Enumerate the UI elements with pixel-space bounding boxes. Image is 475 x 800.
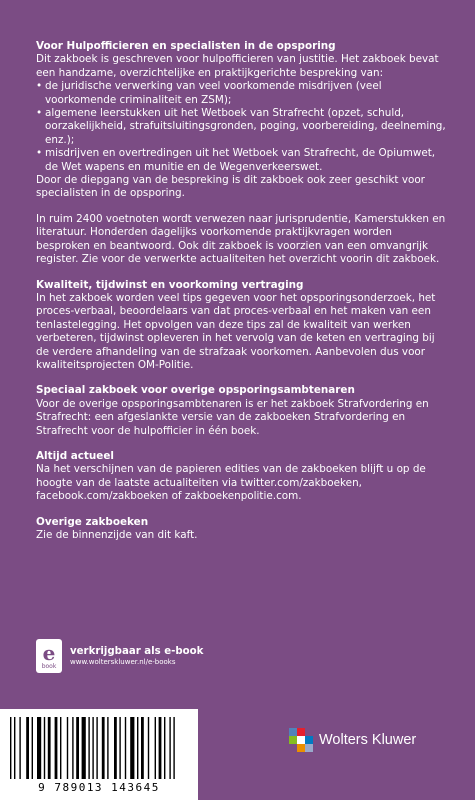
ebook-icon-letter: e: [42, 640, 56, 665]
barcode-bar: [10, 717, 11, 779]
section-text: In het zakboek worden veel tips gegeven voor het opsporingsonderzoek, het proces-verbaal, beoordelaars van dat proces-verbaal en het maken van een tenlastelegging. Het opvolgen van deze tips zal de kwaliteit van werken verbeteren, tijdwinst opleveren in het vervolg van de keten en vertraging bij de verdere afhandeling van de strafzaak voorkomen. Aanbevolen dus voor kwaliteitsprojecten OM-Politie.: [36, 291, 436, 371]
section-voetnoten: [36, 213, 446, 267]
barcode-bar: [76, 717, 79, 779]
barcode-bar: [125, 717, 126, 779]
barcode-bar: [164, 717, 165, 779]
section-overige: [36, 516, 446, 543]
barcode-bar: [60, 717, 61, 779]
section-heading: Kwaliteit, tijdwinst en voorkoming vertraging: [36, 278, 304, 291]
publisher-name: Wolters Kluwer: [319, 732, 417, 748]
ebook-text: [70, 645, 203, 667]
barcode-bar: [141, 717, 144, 779]
list-item: • algemene leerstukken uit het Wetboek van Strafrecht (opzet, schuld, oorzakelijkheid, strafuitsluitingsgronden, poging, voorbereiding, deelneming, enz.);: [36, 107, 446, 147]
section-heading: Altijd actueel: [36, 449, 114, 462]
section-text: Voor de overige opsporingsambtenaren is er het zakboek Strafvordering en Strafrecht: een afgeslankte versie van de zakboeken Strafvordering en Strafrecht voor de hulpofficier in één boek.: [36, 397, 429, 437]
barcode-bar: [48, 717, 51, 779]
barcode-bar: [130, 717, 134, 779]
barcode-bar: [37, 717, 41, 779]
ebook-notice: [36, 639, 203, 673]
list-item: • de juridische verwerking van veel voorkomende misdrijven (veel voorkomende criminaliteit en ZSM);: [36, 80, 446, 107]
section-text: Zie de binnenzijde van dit kaft.: [36, 529, 198, 541]
barcode-bar: [137, 717, 138, 779]
barcode-bar: [72, 717, 73, 779]
section-heading: Speciaal zakboek voor overige opsporingsambtenaren: [36, 384, 355, 397]
section-text: Na het verschijnen van de papieren edities van de zakboeken blijft u op de hoogte van de laatste actualiteiten via twitter.com/zakboeken, facebook.com/zakboeken of zakboekenpolitie.com.: [36, 463, 426, 503]
barcode-bar: [155, 717, 156, 779]
barcode-bar: [159, 717, 162, 779]
ebook-icon: [36, 639, 62, 673]
ebook-url: www.wolterskluwer.nl/e-books: [70, 658, 176, 666]
barcode-graphic: [10, 717, 190, 779]
barcode-bar: [14, 717, 15, 779]
section-heading: Voor Hulpofficieren en specialisten in de opsporing: [36, 40, 336, 52]
barcode-bar: [67, 717, 68, 779]
barcode-bar: [173, 717, 174, 779]
publisher-logo: [289, 728, 416, 752]
barcode-bar: [55, 717, 58, 779]
isbn-barcode: [0, 709, 198, 800]
barcode-bar: [92, 717, 93, 779]
barcode-bar: [148, 717, 149, 779]
barcode-bar: [26, 717, 29, 779]
barcode-bar: [82, 717, 86, 779]
barcode-bar: [107, 717, 108, 779]
barcode-bar: [19, 717, 20, 779]
barcode-bar: [114, 717, 117, 779]
section-heading: Overige zakboeken: [36, 515, 149, 528]
section-speciaal: [36, 384, 446, 438]
barcode-bar: [88, 717, 89, 779]
back-cover-text: [36, 40, 446, 554]
section-hulpofficieren: [36, 40, 446, 201]
section-intro: Dit zakboek is geschreven voor hulpofficieren van justitie. Het zakboek bevat een handzame, overzichtelijke en praktijkgerichte bespreking van:: [36, 53, 439, 79]
barcode-bar: [169, 717, 170, 779]
barcode-bar: [32, 717, 33, 779]
section-kwaliteit: [36, 279, 446, 373]
bullet-list: [36, 80, 446, 174]
barcode-bar: [119, 717, 120, 779]
list-item: • misdrijven en overtredingen uit het Wetboek van Strafrecht, de Opiumwet, de Wet wapens en munitie en de Wegenverkeerswet.: [36, 147, 446, 174]
barcode-bar: [96, 717, 97, 779]
section-text: In ruim 2400 voetnoten wordt verwezen naar jurisprudentie, Kamerstukken en literatuur. Honderden dagelijks voorkomende praktijkvragen worden besproken en beantwoord. Ook dit zakboek is voorzien van een omvangrijk register. Zie voor de verwerkte actualiteiten het overzicht voorin dit zakboek.: [36, 212, 446, 266]
barcode-bar: [44, 717, 45, 779]
isbn-number: 9 789013 143645: [38, 781, 160, 794]
ebook-availability: verkrijgbaar als e-book: [70, 646, 204, 657]
ebook-icon-sub: book: [41, 662, 57, 670]
wolters-kluwer-logo-icon: [289, 728, 313, 752]
section-actueel: [36, 450, 446, 504]
section-outro: Door de diepgang van de bespreking is dit zakboek ook zeer geschikt voor specialisten in de opsporing.: [36, 174, 425, 200]
barcode-bar: [102, 717, 105, 779]
